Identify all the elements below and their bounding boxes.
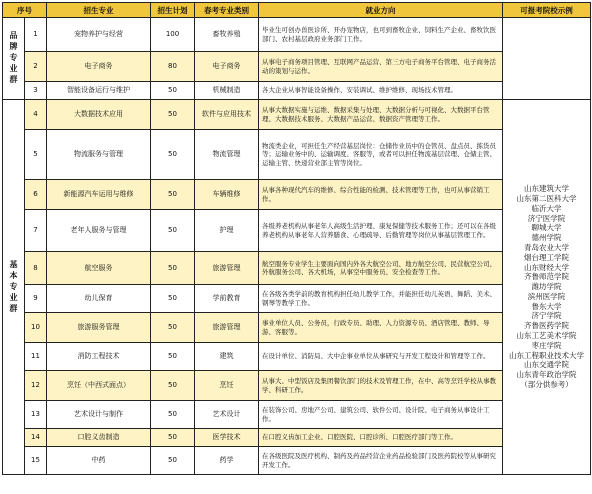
employment-direction: 在设计单位、消防局、大中企事业单位从事研究与开发工程设计和管理等工作。 [259,343,503,371]
plan-count: 50 [151,82,195,100]
employment-direction: 毕业生可创办兽医诊所、开办宠物店，也可到畜牧企业、饲料生产企业、畜牧饮医部门、农村基层政府业务部门工作。 [259,18,503,52]
school-name: 齐鲁师范学院 [524,272,569,282]
table-row [3,447,591,475]
table-row [3,82,591,100]
school-name: 山东建筑大学 [524,184,569,194]
school-name: 山东工程职业技术大学 [509,350,584,360]
header-plan: 招生计划 [151,3,195,18]
plan-count: 50 [151,130,195,180]
row-number: 7 [25,210,47,252]
employment-direction: 从事大、中型饭店及集团餐饮部门的技术及管理工作，在中、高等烹饪学校从事教学、科研工作。 [259,371,503,401]
row-number: 11 [25,343,47,371]
row-number: 6 [25,180,47,210]
plan-count: 50 [151,401,195,429]
employment-direction: 物流类企业，可担任生产经营基层岗位：仓储作业员中的仓管员、盘点员、拣货员等；运输业务中的、运输调度、客服等，或者可以担任物流基层营理、仓储主管、运输主管、快递营业部主管等岗位。 [259,130,503,180]
table-row [3,210,591,252]
school-name: 临沂大学 [531,203,562,213]
row-number: 15 [25,447,47,475]
table-row [3,429,591,447]
schools-cell-empty [503,18,591,100]
plan-count: 50 [151,313,195,343]
school-name: 青岛农业大学 [524,242,569,252]
plan-count: 50 [151,343,195,371]
schools-cell [503,100,591,475]
exam-category: 物流管理 [195,130,259,180]
row-number: 12 [25,371,47,401]
table-row [3,130,591,180]
row-number: 9 [25,285,47,313]
group-label: 品牌专业群 [3,18,25,100]
row-number: 10 [25,313,47,343]
employment-direction: 从事电子商务项目管理、互联网产品运营、第三方电子商务平台管理、电子商务活动的策划与运作。 [259,52,503,82]
row-number: 4 [25,100,47,130]
plan-count: 50 [151,210,195,252]
school-name: （部分供参考） [520,380,573,390]
plan-count: 50 [151,100,195,130]
major-name: 幼儿保育 [47,285,151,313]
row-number: 8 [25,252,47,285]
exam-category: 软件与应用技术 [195,100,259,130]
employment-direction: 从事大数据实施与运维、数据采集与处理、大数据分析与可视化、大数据平台管理、大数据技术服务、大数据产品运营、数据资产管理等工作。 [259,100,503,130]
header-no: 序号 [3,3,47,18]
header-schools: 可报考院校示例 [503,3,591,18]
exam-category: 艺术设计 [195,401,259,429]
table-header-row [3,3,591,18]
school-name: 鲁东大学 [531,301,562,311]
school-name: 枣庄学院 [531,340,562,350]
row-number: 5 [25,130,47,180]
plan-count: 50 [151,371,195,401]
exam-category: 旅游管理 [195,313,259,343]
row-number: 1 [25,18,47,52]
employment-direction: 事业单位人员、公务员，行政专员、助理、人力资源专员、酒店管理、教师、导游、客服等。 [259,313,503,343]
group-label: 基本专业群 [3,100,25,475]
plan-count: 50 [151,252,195,285]
table-row [3,252,591,285]
school-name: 山东财经大学 [524,262,569,272]
major-name: 航空服务 [47,252,151,285]
exam-category: 畜牧养殖 [195,18,259,52]
row-number: 2 [25,52,47,82]
table-row [3,401,591,429]
school-name: 济宁学院 [531,311,562,321]
school-name: 济宁医学院 [527,213,566,223]
exam-category: 机械制造 [195,82,259,100]
plan-count: 50 [151,447,195,475]
table-row [3,313,591,343]
table-row [3,285,591,313]
plan-count: 100 [151,18,195,52]
employment-direction: 各级养老机构从事老年人高级生活护理、康复保健等技术服务工作；还可以在各级养老机构从事老年人营养膳食、心理疏导、后勤管理等岗位从事基层管理工作。 [259,210,503,252]
row-number: 3 [25,82,47,100]
plan-count: 50 [151,180,195,210]
plan-count: 80 [151,52,195,82]
major-name: 宠物养护与经营 [47,18,151,52]
major-name: 中药 [47,447,151,475]
major-name: 老年人服务与管理 [47,210,151,252]
school-name: 齐鲁医药学院 [524,321,569,331]
table-row [3,343,591,371]
row-number: 14 [25,429,47,447]
exam-category: 医学技术 [195,429,259,447]
table-row [3,180,591,210]
major-name: 电子商务 [47,52,151,82]
school-name: 山东工艺美术学院 [516,331,577,341]
majors-table [2,2,591,475]
exam-category: 建筑 [195,343,259,371]
employment-direction: 在口腔义齿加工企业、口腔医院、口腔诊所、口腔医疗部门等工作。 [259,429,503,447]
table-row [3,18,591,52]
plan-count: 50 [151,285,195,313]
school-name: 山东青年政治学院 [516,370,577,380]
major-name: 大数据技术应用 [47,100,151,130]
table-row [3,52,591,82]
exam-category: 烹饪 [195,371,259,401]
header-direction: 就业方向 [259,3,503,18]
major-name: 新能源汽车运用与维修 [47,180,151,210]
major-name: 智能设备运行与维护 [47,82,151,100]
school-name: 滨州医学院 [527,291,566,301]
exam-category: 旅游管理 [195,252,259,285]
header-major: 招生专业 [47,3,151,18]
major-name: 口腔义齿制造 [47,429,151,447]
employment-direction: 在各级医院及医疗机构、制药及药品经营企业药品检验部门及医药院校等从事研究开发工作。 [259,447,503,475]
employment-direction: 从事各种现代汽车的维修、综合性能的检测、技术管理等工作，也可从事营销工作。 [259,180,503,210]
header-category: 春考专业类别 [195,3,259,18]
exam-category: 车辆维修 [195,180,259,210]
exam-category: 电子商务 [195,52,259,82]
table-row [3,100,591,130]
school-name: 潍坊学院 [531,282,562,292]
exam-category: 药学 [195,447,259,475]
major-name: 旅游服务管理 [47,313,151,343]
major-name: 物流服务与管理 [47,130,151,180]
school-name: 德州学院 [531,233,562,243]
exam-category: 学前教育 [195,285,259,313]
plan-count: 50 [151,429,195,447]
major-name: 消防工程技术 [47,343,151,371]
major-name: 艺术设计与制作 [47,401,151,429]
row-number: 13 [25,401,47,429]
employment-direction: 航空服务专业学生主要面向国内外各大航空公司、地方航空公司、民营航空公司、外航服务公司、各大机场，从事空中服务员、安全检查等工作。 [259,252,503,285]
major-name: 烹饪（中西式面点） [47,371,151,401]
school-name: 山东第二医科大学 [516,193,577,203]
school-name: 聊城大学 [531,223,562,233]
school-name: 烟台理工学院 [524,252,569,262]
employment-direction: 在装饰公司、房地产公司、建筑公司、软件公司、设计院、电子商务从事设计工作。 [259,401,503,429]
employment-direction: 各大企业从事智能设备操作、安装调试、维护维修、现场技术管理。 [259,82,503,100]
school-name: 山东交通学院 [524,360,569,370]
table-row [3,371,591,401]
exam-category: 护理 [195,210,259,252]
employment-direction: 在各级各类学前的教育机构担任幼儿教学工作，并能担任幼儿英语、舞蹈、美术、钢琴等教学工作。 [259,285,503,313]
